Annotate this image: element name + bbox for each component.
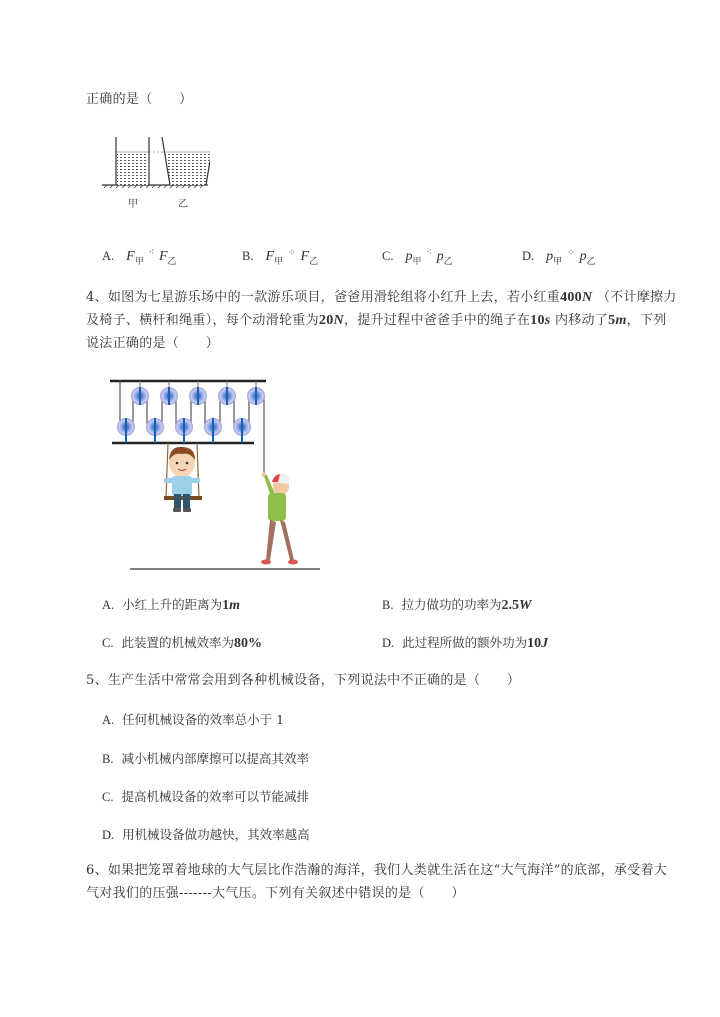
q6-stem-line1: 6、如果把笼罩着地球的大气层比作浩瀚的海洋，我们人类就生活在这“大气海洋”的底部，承受着大 xyxy=(86,863,668,878)
q4-stem-line2: 及椅子、横杆和绳重），每个动滑轮重为20N，提升过程中爸爸手中的绳子在10s 内移动了5m，下列 xyxy=(86,313,667,328)
q3-option-a[interactable]: A. $F_甲$ ⁖ $F_乙$ xyxy=(102,248,177,267)
figure-label-yi: 乙 xyxy=(178,199,189,210)
pulley-swing-figure xyxy=(100,372,325,572)
q3-option-b[interactable]: B. $F_甲$ ⁘ $F_乙$ xyxy=(242,248,319,267)
q5-option-a[interactable]: A. 任何机械设备的效率总小于 1 xyxy=(102,712,285,727)
q3-option-c[interactable]: C. $p_甲$ ⁖ $p_乙$ xyxy=(382,248,453,267)
q6-stem-line2: 气对我们的压强-------大气压。下列有关叙述中错误的是（ ） xyxy=(86,886,465,901)
q4-option-c[interactable]: C. 此装置的机械效率为80% xyxy=(102,635,262,651)
q4-option-b[interactable]: B. 拉力做功的功率为2.5W xyxy=(382,597,532,613)
q3-stem-tail: 正确的是（ ） xyxy=(86,92,193,107)
q5-option-d[interactable]: D. 用机械设备做功越快，其效率越高 xyxy=(102,827,310,842)
q3-option-d[interactable]: D. $p_甲$ ⁘ $p_乙$ xyxy=(522,248,596,267)
q4-option-a[interactable]: A. 小红上升的距离为1m xyxy=(102,597,241,613)
containers-figure xyxy=(100,135,210,210)
q5-option-c[interactable]: C. 提高机械设备的效率可以节能减排 xyxy=(102,789,309,804)
q5-stem: 5、生产生活中常常会用到各种机械设备，下列说法中不正确的是（ ） xyxy=(86,673,521,688)
figure-label-jia: 甲 xyxy=(128,199,139,210)
q4-stem-line3: 说法正确的是（ ） xyxy=(86,336,220,351)
q5-option-b[interactable]: B. 减小机械内部摩擦可以提高其效率 xyxy=(102,751,309,766)
q4-option-d[interactable]: D. 此过程所做的额外功为10J xyxy=(382,635,549,651)
q4-stem-line1: 4、如图为七星游乐场中的一款游乐项目，爸爸用滑轮组将小红升上去，若小红重400N （不计摩擦力 xyxy=(86,290,677,305)
